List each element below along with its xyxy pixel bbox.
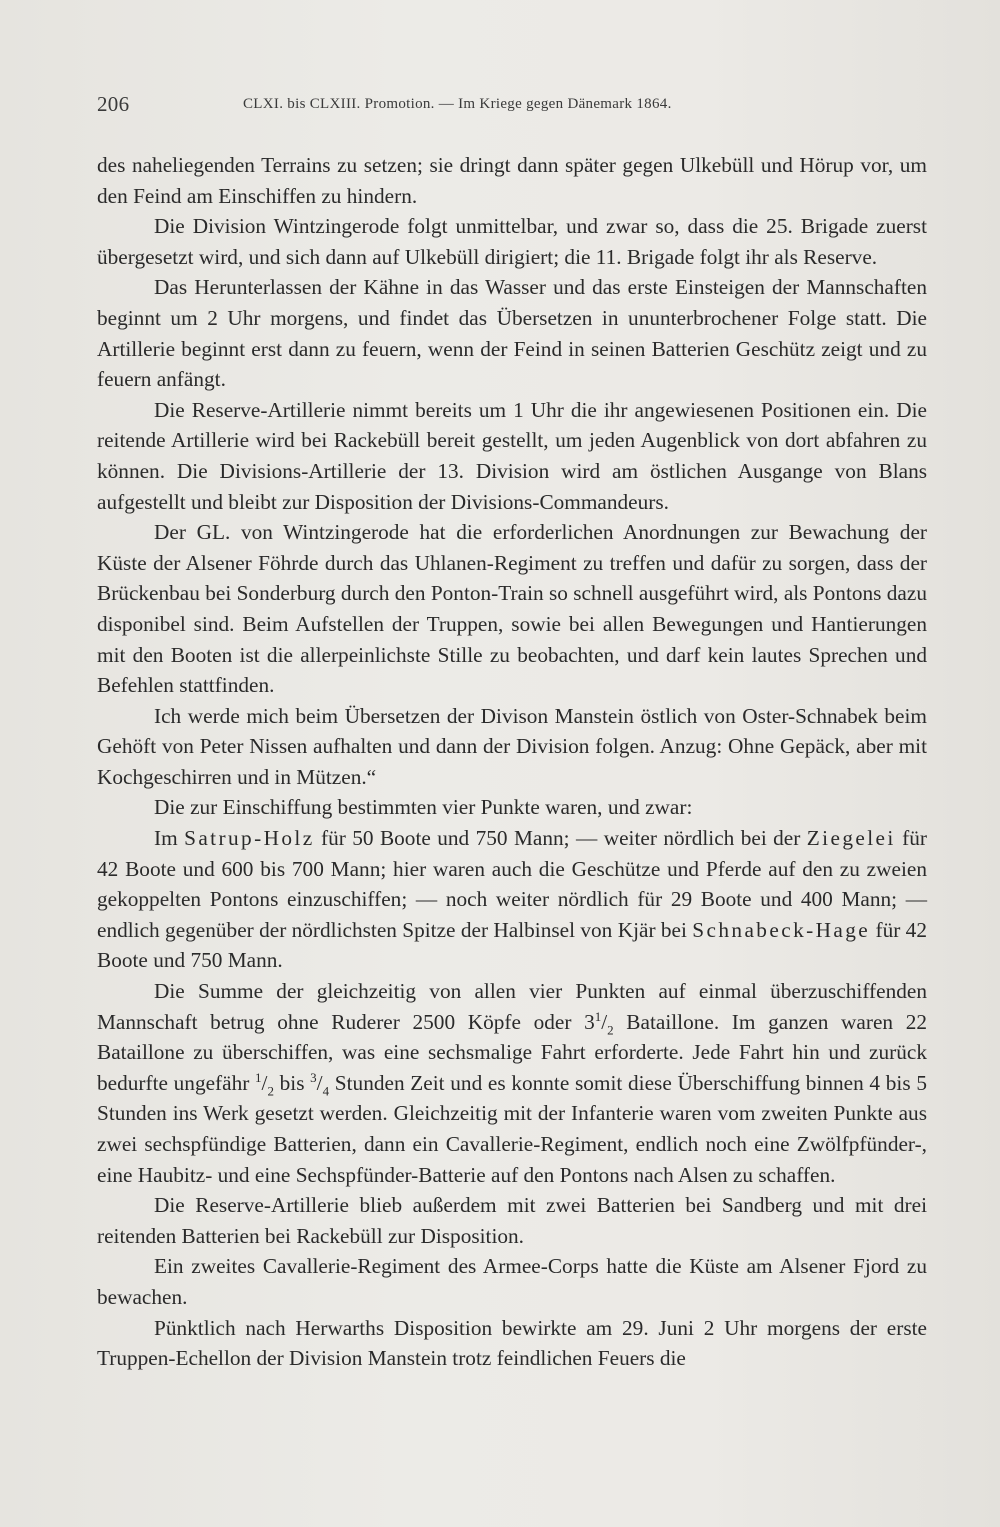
body-text bbox=[97, 150, 927, 1374]
text-run: für 42 Boote und 600 bis 700 Mann; hier waren auch die Geschütze und Pferde auf den zu zweien gekoppelten Pontons einzuschiffen; — noch weiter nördlich für 29 Boote und 400 Mann; — endlich gegenüber der nördlichsten Spitze der Halbinsel von Kjär bei bbox=[97, 826, 927, 942]
text-run: Die Summe der gleichzeitig von allen vier Punkten auf einmal überzuschiffenden Mannschaft betrug ohne Ruderer 2500 Köpfe oder 3 bbox=[97, 979, 927, 1034]
paragraph-5: Der GL. von Wintzingerode hat die erforderlichen Anordnungen zur Bewachung der Küste der Alsener Föhrde durch das Uhlanen-Regiment zu treffen und dafür zu sorgen, dass der Brückenbau bei Sonderburg durch den Ponton-Train so schnell ausgeführt wird, als Pontons dazu disponibel sind. Beim Aufstellen der Truppen, sowie bei allen Bewegungen und Hantierungen mit den Booten ist die allerpeinlichste Stille zu beobachten, und darf kein lautes Sprechen und Befehlen stattfinden. bbox=[97, 520, 927, 698]
paragraph-10: Die Reserve-Artillerie blieb außerdem mit zwei Batterien bei Sandberg und mit drei reitenden Batterien bei Rackebüll zur Disposition. bbox=[97, 1193, 927, 1248]
place-name-satrup-holz: Satrup-Holz bbox=[184, 826, 315, 851]
place-name-schnabeck-hage: Schnabeck-Hage bbox=[692, 917, 871, 942]
fraction-numerator: 1 bbox=[255, 1069, 262, 1085]
text-run: Stunden Zeit und es konnte somit diese Überschiffung binnen 4 bis 5 Stunden ins Werk gesetzt werden. Gleichzeitig mit der Infanterie waren vom zweiten Punkte aus zwei sechspfündige Batterien, dann ein Cavallerie-Regiment, endlich noch eine Zwölfpfünder-, eine Haubitz- und eine Sechspfünder-Batterie auf den Pontons nach Alsen zu schaffen. bbox=[97, 1070, 927, 1187]
text-run: Bataillone. Im ganzen waren 22 Bataillone zu überschiffen, was eine sechsmalige Fahrt erforderte. Jede Fahrt hin und zurück bedurfte ungefähr bbox=[97, 1009, 927, 1095]
paragraph-11: Ein zweites Cavallerie-Regiment des Armee-Corps hatte die Küste am Alsener Fjord zu bewachen. bbox=[97, 1254, 927, 1309]
fraction-denominator: 2 bbox=[267, 1083, 274, 1099]
fraction-denominator: 4 bbox=[322, 1083, 330, 1099]
text-run: für 42 Boote und 750 Mann. bbox=[97, 917, 927, 973]
fraction-numerator: 1 bbox=[594, 1008, 602, 1024]
text-run: bis bbox=[273, 1070, 311, 1095]
text-run: Im bbox=[154, 826, 185, 851]
paragraph-12: Pünktlich nach Herwarths Disposition bewirkte am 29. Juni 2 Uhr morgens der erste Truppen-Echellon der Division Manstein trotz feindlichen Feuers die bbox=[97, 1315, 927, 1371]
paragraph-2: Die Division Wintzingerode folgt unmittelbar, und zwar so, dass die 25. Brigade zuerst übergesetzt wird, und sich dann auf Ulkebüll dirigiert; die 11. Brigade folgt ihr als Reserve. bbox=[97, 214, 927, 269]
paragraph-3: Das Herunterlassen der Kähne in das Wasser und das erste Einsteigen der Mannschaften beginnt um 2 Uhr morgens, und findet das Übersetzen in ununterbrochener Folge statt. Die Artillerie beginnt erst dann zu feuern, wenn der Feind in seinen Batterien Geschütz zeigt und zu feuern anfängt. bbox=[97, 275, 927, 392]
paragraph-4: Die Reserve-Artillerie nimmt bereits um 1 Uhr die ihr angewiesenen Positionen ein. Die reitende Artillerie wird bei Rackebüll bereit gestellt, um jeden Augenblick von dort abfahren zu können. Die Divisions-Artillerie der 13. Division wird am östlichen Ausgange von Blans aufgestellt und bleibt zur Disposition der Divisions-Commandeurs. bbox=[97, 397, 927, 514]
place-name-ziegelei: Ziegelei bbox=[806, 826, 896, 851]
paragraph-8 bbox=[97, 823, 927, 976]
page-number: 206 bbox=[97, 92, 130, 116]
running-title: CLXI. bis CLXIII. Promotion. — Im Kriege gegen Dänemark 1864. bbox=[243, 96, 672, 112]
paragraph-7: Die zur Einschiffung bestimmten vier Punkte waren, und zwar: bbox=[154, 795, 693, 820]
fraction-denominator: 2 bbox=[607, 1021, 614, 1037]
paragraph-9: Die Summe der gleichzeitig von allen vier Punkten auf einmal überzuschiffenden Mannschaft betrug ohne Ruderer 2500 Köpfe oder $3^1/_2$ Bataillone. Im ganzen waren 22 Bataillone zu überschiffen, was eine sechsmalige Fahrt erforderte. Jede Fahrt hin und zurück bedurfte ungefähr $^1/_2$ bis $^3/_4$ Stunden Zeit und es konnte somit diese Überschiffung binnen 4 bis 5 Stunden ins Werk gesetzt werden. Gleichzeitig mit der Infanterie waren vom zweiten Punkte aus zwei sechspfündige Batterien, dann ein Cavallerie-Regiment, endlich noch eine Zwölfpfünder-, eine Haubitz- und eine Sechspfünder-Batterie auf den Pontons nach Alsen zu schaffen. bbox=[97, 979, 927, 1187]
paragraph-6: Ich werde mich beim Übersetzen der Divison Manstein östlich von Oster-Schnabek beim Gehöft von Peter Nissen aufhalten und dann der Division folgen. Anzug: Ohne Gepäck, aber mit Kochgeschirren und in Mützen.“ bbox=[97, 703, 927, 789]
page-header bbox=[97, 92, 927, 122]
text-run: für 50 Boote und 750 Mann; — weiter nördlich bei der bbox=[314, 826, 807, 851]
fraction-numerator: 3 bbox=[310, 1069, 317, 1085]
paragraph-1: des naheliegenden Terrains zu setzen; sie dringt dann später gegen Ulkebüll und Hörup vor, um den Feind am Einschiffen zu hindern. bbox=[97, 153, 927, 208]
